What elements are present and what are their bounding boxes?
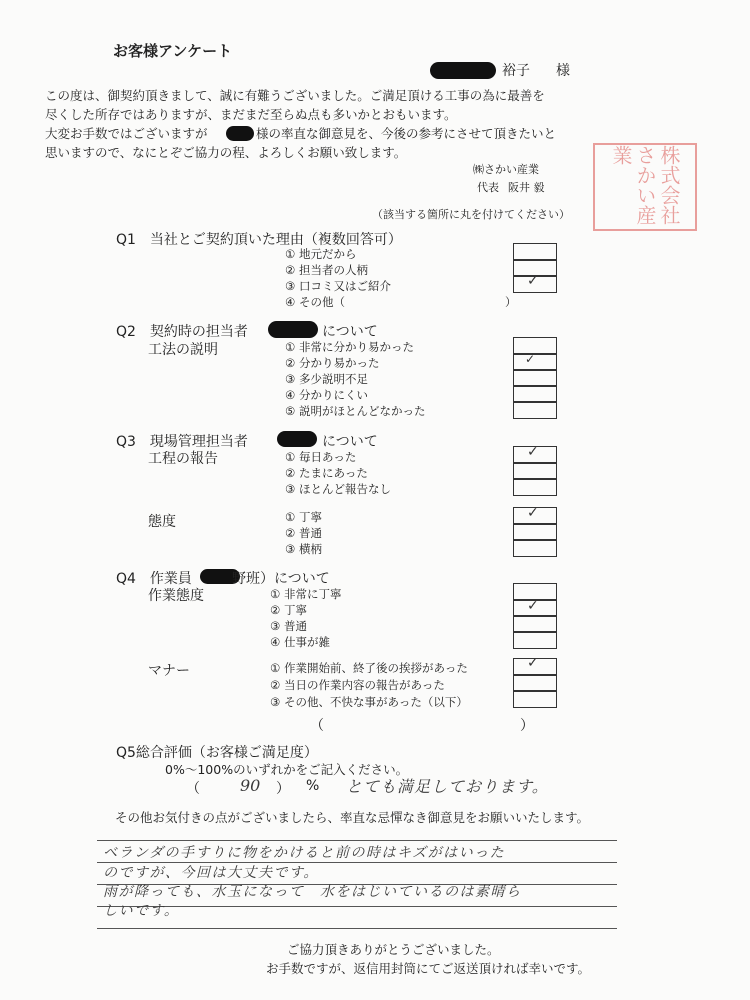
representative-title: 代表: [477, 181, 499, 194]
q3-attitude-checkbox-3[interactable]: [513, 539, 557, 557]
q3-attitude-option-1: ① 丁寧: [285, 510, 322, 524]
q2-option-4: ④ 分かりにくい: [285, 388, 368, 402]
q3-attitude-option-2: ② 普通: [285, 526, 322, 540]
redacted-surname: [430, 62, 496, 79]
opinion-prompt: その他お気付きの点がございましたら、率直な忌憚なき御意見をお願いいたします。: [115, 810, 590, 825]
q3-sub-label-attitude: 態度: [148, 514, 176, 530]
footer-thanks: ご協力頂きありがとうございました。: [287, 942, 500, 957]
redacted-site-manager: [277, 431, 317, 447]
q5-instruction: 0%～100%のいずれかをご記入ください。: [165, 762, 409, 777]
intro-line-3a: 大変お手数ではございますが: [45, 126, 208, 141]
intro-line-4: 思いますので、なにとぞご協力の程、よろしくお願い致します。: [45, 145, 407, 160]
q4-free-text-open: （: [310, 718, 324, 734]
q4-label: Q4 作業員: [116, 571, 192, 587]
q4-manners-check-mark: ✓: [527, 655, 539, 671]
redacted-name-inline: [226, 126, 254, 141]
q3-label: Q3 現場管理担当者: [116, 434, 248, 450]
q2-sub-label: 工法の説明: [148, 342, 218, 358]
q2-option-1: ① 非常に分かり易かった: [285, 340, 414, 354]
q1-label: Q1 当社とご契約頂いた理由（複数回答可）: [116, 232, 402, 248]
q4-free-text-close: ）: [520, 718, 534, 734]
intro-line-1: この度は、御契約頂きまして、誠に有難うございました。ご満足頂ける工事の為に最善を: [45, 88, 545, 103]
q4-work-check-mark: ✓: [527, 598, 539, 614]
q3-attitude-option-3: ③ 横柄: [285, 542, 322, 556]
q5-percent: %: [306, 778, 320, 794]
q3-label-suffix: について: [322, 434, 378, 450]
q1-check-mark: ✓: [527, 273, 539, 289]
q3-progress-check-mark: ✓: [527, 444, 539, 460]
opinion-handwriting-line-1[interactable]: ベランダの手すりに物をかけると前の時はキズがはいった: [103, 845, 506, 861]
company-seal: [593, 143, 697, 231]
intro-line-3b: 様の率直な御意見を、今後の参考にさせて頂きたいと: [256, 126, 557, 141]
q1-option-3: ③ 口コミ又はご紹介: [285, 279, 391, 293]
q2-option-3: ③ 多少説明不足: [285, 372, 368, 386]
customer-honorific: 様: [556, 63, 570, 79]
q3-progress-option-2: ② たまにあった: [285, 466, 368, 480]
q4-manners-option-3: ③ その他、不快な事があった（以下）: [270, 695, 468, 709]
q5-label: Q5総合評価（お客様ご満足度）: [116, 745, 318, 761]
opinion-handwriting-line-4[interactable]: しいです。: [103, 903, 180, 919]
q5-paren-open: （: [186, 781, 200, 797]
q4-sub-label-work: 作業態度: [148, 588, 204, 604]
redacted-sales-rep: [268, 321, 318, 338]
opinion-rule-5: [97, 928, 617, 929]
company-name: ㈱さかい産業: [473, 163, 539, 176]
q2-checkbox-5[interactable]: [513, 401, 557, 419]
customer-name: 裕子: [502, 63, 530, 79]
q4-work-option-3: ③ 普通: [270, 619, 307, 633]
q3-sub-label-progress: 工程の報告: [148, 451, 218, 467]
opinion-handwriting-line-2[interactable]: のですが、今回は大丈夫です。: [103, 865, 319, 881]
q4-work-option-4: ④ 仕事が雑: [270, 635, 330, 649]
q4-manners-option-2: ② 当日の作業内容の報告があった: [270, 678, 445, 692]
q4-label-suffix: 野班）について: [232, 571, 330, 587]
q5-handwritten-comment: とても満足しております。: [346, 777, 549, 796]
q1-option-4: ④ その他（: [285, 295, 345, 309]
q1-option-4-close: ）: [505, 295, 517, 309]
q5-paren-close: ）: [276, 781, 290, 797]
q4-work-option-2: ② 丁寧: [270, 603, 307, 617]
q3-progress-option-1: ① 毎日あった: [285, 450, 357, 464]
q3-attitude-check-mark: ✓: [527, 505, 539, 521]
survey-title: お客様アンケート: [113, 42, 233, 60]
q2-option-2: ② 分かり易かった: [285, 356, 380, 370]
q4-sub-label-manners: マナー: [148, 663, 190, 679]
opinion-handwriting-line-3[interactable]: 雨が降っても、水玉になって 水をはじいているのは素晴ら: [103, 884, 522, 900]
representative-name: 阪井 毅: [508, 181, 545, 194]
q2-label: Q2 契約時の担当者: [116, 324, 248, 340]
q2-option-5: ⑤ 説明がほとんどなかった: [285, 404, 426, 418]
q1-option-2: ② 担当者の人柄: [285, 263, 368, 277]
q4-manners-checkbox-3[interactable]: [513, 690, 557, 708]
opinion-rule-1: [97, 840, 617, 841]
q3-progress-option-3: ③ ほとんど報告なし: [285, 482, 391, 496]
q5-satisfaction-value[interactable]: 90: [240, 776, 261, 795]
q3-progress-checkbox-3[interactable]: [513, 478, 557, 496]
seal-text: 株式会社さかい産業: [609, 145, 681, 225]
q4-work-option-1: ① 非常に丁寧: [270, 587, 342, 601]
instruction-note: （該当する箇所に丸を付けてください）: [372, 208, 570, 221]
intro-line-2: 尽くした所存ではありますが、まだまだ至らぬ点も多いかとおもいます。: [45, 107, 457, 122]
q4-manners-option-1: ① 作業開始前、終了後の挨拶があった: [270, 661, 468, 675]
q4-work-checkbox-4[interactable]: [513, 631, 557, 649]
q1-option-1: ① 地元だから: [285, 247, 357, 261]
q2-label-suffix: について: [322, 324, 378, 340]
q2-check-mark: ✓: [525, 352, 536, 366]
footer-return-note: お手数ですが、返信用封筒にてご返送頂ければ幸いです。: [266, 961, 591, 976]
